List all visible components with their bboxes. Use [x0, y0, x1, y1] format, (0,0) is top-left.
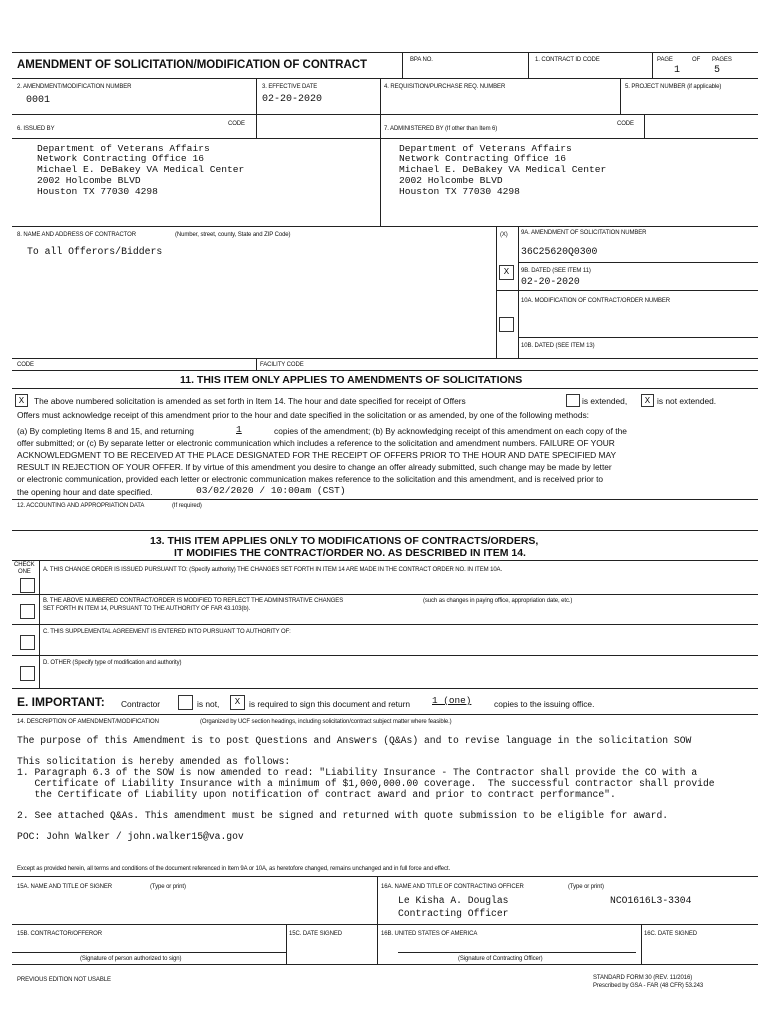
- to-issuing-office-label: copies to the issuing office.: [494, 699, 595, 709]
- important-label: E. IMPORTANT:: [17, 695, 105, 709]
- item-11-line-3a: (a) By completing Items 8 and 15, and returning: [17, 426, 194, 436]
- effective-date-label: 3. EFFECTIVE DATE: [262, 84, 318, 90]
- officer-title-value: Contracting Officer: [398, 908, 509, 919]
- contract-id-label: 1. CONTRACT ID CODE: [535, 57, 600, 63]
- contractor-name-label: 8. NAME AND ADDRESS OF CONTRACTOR: [17, 232, 136, 238]
- checkbox-solicitation-amended[interactable]: X: [15, 394, 28, 407]
- page-label: PAGE: [657, 57, 673, 63]
- is-required-label: is required to sign this document and return: [249, 699, 411, 709]
- officer-name-label: 16A. NAME AND TITLE OF CONTRACTING OFFICER: [381, 884, 524, 890]
- is-extended-label: is extended,: [582, 396, 628, 406]
- issued-by-address-2: Network Contracting Office 16: [37, 153, 204, 164]
- except-clause: Except as provided herein, all terms and conditions of the document referenced in Item 9A or 10A, as heretofore changed, remains unchanged and in full force and effect.: [17, 866, 451, 872]
- item-13b-text-2: SET FORTH IN ITEM 14, PURSUANT TO THE AUTHORITY OF FAR 43.103(b).: [43, 606, 251, 612]
- item-11-title: 11. THIS ITEM ONLY APPLIES TO AMENDMENTS OF SOLICITATIONS: [180, 374, 523, 386]
- checkbox-13a[interactable]: [20, 578, 35, 593]
- description-line-8: 2. See attached Q&As. This amendment must be signed and returned with quote submission to be eligible for award.: [17, 810, 669, 821]
- officer-name-hint: (Type or print): [568, 884, 604, 890]
- admin-address-4: 2002 Holcombe BLVD: [399, 175, 503, 186]
- check-one-label-2: ONE: [18, 569, 31, 575]
- modification-number-label: 10A. MODIFICATION OF CONTRACT/ORDER NUMBER: [521, 298, 671, 304]
- issued-by-address-3: Michael E. DeBakey VA Medical Center: [37, 164, 245, 175]
- previous-edition-note: PREVIOUS EDITION NOT USABLE: [17, 977, 111, 983]
- important-contractor: Contractor: [121, 699, 161, 709]
- issued-by-address-4: 2002 Holcombe BLVD: [37, 175, 141, 186]
- signature-officer-caption: (Signature of Contracting Officer): [458, 956, 543, 962]
- accounting-hint: (If required): [172, 503, 202, 509]
- prescribed-by-note: Prescribed by GSA - FAR (48 CFR) 53.243: [593, 983, 704, 989]
- admin-address-3: Michael E. DeBakey VA Medical Center: [399, 164, 607, 175]
- item-13b-hint: (such as changes in paying office, appropriation date, etc.): [423, 598, 573, 604]
- admin-address-5: Houston TX 77030 4298: [399, 186, 520, 197]
- issued-code-label: CODE: [228, 121, 245, 127]
- issued-by-address-5: Houston TX 77030 4298: [37, 186, 158, 197]
- description-line-1: The purpose of this Amendment is to post Questions and Answers (Q&As) and to revise language in the solicitation SOW: [17, 735, 692, 746]
- signature-person-caption: (Signature of person authorized to sign): [80, 956, 182, 962]
- item-13c-text: C. THIS SUPPLEMENTAL AGREEMENT IS ENTERED INTO PURSUANT TO AUTHORITY OF:: [43, 629, 291, 635]
- checkbox-is-required[interactable]: X: [230, 695, 245, 710]
- checkbox-13c[interactable]: [20, 635, 35, 650]
- x-column-label: (X): [500, 232, 508, 238]
- project-number-label: 5. PROJECT NUMBER (if applicable): [625, 84, 722, 90]
- facility-code-label: FACILITY CODE: [260, 362, 304, 368]
- contractor-name-value: To all Offerors/Bidders: [27, 246, 163, 257]
- item-11-line-2: Offers must acknowledge receipt of this amendment prior to the hour and date specified in the solicitation or as amended, by one of the following methods:: [17, 410, 589, 420]
- checkbox-10a[interactable]: [499, 317, 514, 332]
- description-line-10: POC: John Walker / john.walker15@va.gov: [17, 831, 244, 842]
- admin-address-1: Department of Veterans Affairs: [399, 143, 572, 154]
- description-label: 14. DESCRIPTION OF AMENDMENT/MODIFICATION: [17, 719, 159, 725]
- dated-10b-label: 10B. DATED (SEE ITEM 13): [521, 343, 595, 349]
- united-states-label: 16B. UNITED STATES OF AMERICA: [381, 931, 478, 937]
- not-extended-label: is not extended.: [657, 396, 717, 406]
- officer-name-value: Le Kisha A. Douglas: [398, 895, 509, 906]
- contractor-code-label: CODE: [17, 362, 34, 368]
- dated-9b-label: 9B. DATED (SEE ITEM 11): [521, 268, 591, 274]
- description-line-6: the Certificate of Liability upon notification of contract award and prior to contract performance".: [17, 789, 616, 800]
- signer-name-hint: (Type or print): [150, 884, 186, 890]
- item-11-line-1: The above numbered solicitation is amended as set forth in Item 14. The hour and date specified for receipt of Offers: [34, 396, 466, 406]
- checkbox-9b[interactable]: X: [499, 265, 514, 280]
- item-13a-text: A. THIS CHANGE ORDER IS ISSUED PURSUANT TO: (Specify authority) THE CHANGES SET FORTH IN ITEM 14 ARE MADE IN THE CONTRACT ORDER NO. IN ITEM 10A.: [43, 567, 503, 573]
- return-copies-value: 1 (one): [432, 695, 472, 706]
- item-13-title-2: IT MODIFIES THE CONTRACT/ORDER NO. AS DESCRIBED IN ITEM 14.: [174, 547, 526, 559]
- form-title: AMENDMENT OF SOLICITATION/MODIFICATION OF CONTRACT: [17, 59, 368, 71]
- contractor-signature-label: 15B. CONTRACTOR/OFFEROR: [17, 931, 102, 937]
- item-11-line-7: or electronic communication, provided each letter or electronic communication makes reference to the solicitation and this amendment, and is received prior to: [17, 474, 604, 484]
- issued-by-label: 6. ISSUED BY: [17, 126, 55, 132]
- standard-form-note: STANDARD FORM 30 (REV. 11/2016): [593, 975, 693, 981]
- item-13b-text-1: B. THE ABOVE NUMBERED CONTRACT/ORDER IS MODIFIED TO REFLECT THE ADMINISTRATIVE CHANGES: [43, 598, 344, 604]
- officer-date-label: 16C. DATE SIGNED: [644, 931, 697, 937]
- admin-address-2: Network Contracting Office 16: [399, 153, 566, 164]
- description-line-5: Certificate of Liability Insurance with a minimum of $1,000,000.00 coverage. The successful contractor shall provide: [17, 778, 715, 789]
- item-11-line-5: ACKNOWLEDGMENT TO BE RECEIVED AT THE PLACE DESIGNATED FOR THE RECEIPT OF OFFERS PRIOR TO THE HOUR AND DATE SPECIFIED MAY: [17, 450, 617, 460]
- officer-id-value: NCO1616L3-3304: [610, 895, 692, 906]
- contractor-name-hint: (Number, street, county, State and ZIP Code): [175, 232, 291, 238]
- contractor-date-label: 15C. DATE SIGNED: [289, 931, 342, 937]
- item-11-line-6: RESULT IN REJECTION OF YOUR OFFER. If by virtue of this amendment you desire to change an offer already submitted, such change may be made by letter: [17, 462, 612, 472]
- admin-code-label: CODE: [617, 121, 634, 127]
- item-11-line-3b: copies of the amendment; (b) By acknowledging receipt of this amendment on each copy of the: [274, 426, 627, 436]
- requisition-label: 4. REQUISITION/PURCHASE REQ. NUMBER: [384, 84, 506, 90]
- description-line-3: This solicitation is hereby amended as follows:: [17, 756, 291, 767]
- accounting-label: 12. ACCOUNTING AND APPROPRIATION DATA: [17, 503, 145, 509]
- is-not-label: is not,: [197, 699, 220, 709]
- description-line-4: 1. Paragraph 6.3 of the SOW is now amended to read: "Liability Insurance - The Contractor shall provide the CO with a: [17, 767, 698, 778]
- item-13-title-1: 13. THIS ITEM APPLIES ONLY TO MODIFICATIONS OF CONTRACTS/ORDERS,: [150, 535, 539, 547]
- bpa-label: BPA NO.: [410, 57, 433, 63]
- item-11-line-8: the opening hour and date specified.: [17, 487, 153, 497]
- amendment-number-value: 0001: [26, 95, 51, 106]
- checkbox-is-extended[interactable]: [566, 394, 580, 407]
- effective-date-value: 02-20-2020: [262, 94, 323, 105]
- solicitation-number-label: 9A. AMENDMENT OF SOLICITATION NUMBER: [521, 230, 647, 236]
- amendment-number-label: 2. AMENDMENT/MODIFICATION NUMBER: [17, 84, 132, 90]
- copies-count: 1: [236, 424, 242, 435]
- item-11-line-4: offer submitted; or (c) By separate letter or electronic communication which includes a reference to the solicitation and amendment numbers. FAILURE OF YOUR: [17, 438, 615, 448]
- pages-label: PAGES: [712, 57, 732, 63]
- description-hint: (Organized by UCF section headings, including solicitation/contract subject matter where feasible.): [200, 719, 452, 725]
- issued-by-address-1: Department of Veterans Affairs: [37, 143, 210, 154]
- opening-date-value: 03/02/2020 / 10:00am (CST): [196, 485, 346, 496]
- item-13d-text: D. OTHER (Specify type of modification and authority): [43, 660, 182, 666]
- page-number: 1: [674, 65, 681, 76]
- signer-name-label: 15A. NAME AND TITLE OF SIGNER: [17, 884, 113, 890]
- checkbox-not-extended[interactable]: X: [641, 394, 654, 407]
- administered-by-label: 7. ADMINISTERED BY (If other than Item 6): [384, 126, 498, 132]
- solicitation-number-value: 36C25620Q0300: [521, 246, 598, 257]
- of-label: OF: [692, 57, 701, 63]
- checkbox-is-not[interactable]: [178, 695, 193, 710]
- check-one-label-1: CHECK: [14, 562, 35, 568]
- dated-9b-value: 02-20-2020: [521, 276, 580, 287]
- checkbox-13b[interactable]: [20, 604, 35, 619]
- checkbox-13d[interactable]: [20, 666, 35, 681]
- page-count: 5: [714, 65, 721, 76]
